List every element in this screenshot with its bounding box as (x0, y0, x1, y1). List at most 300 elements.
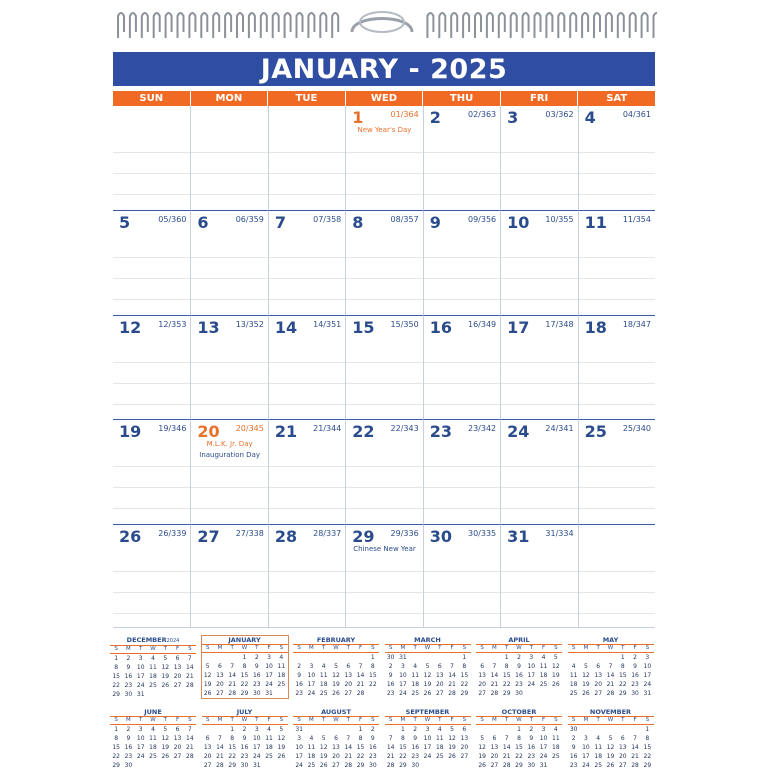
day-cell[interactable] (190, 210, 267, 314)
mini-day: 28 (386, 762, 395, 769)
binding-coil (285, 13, 291, 38)
day-cell[interactable] (190, 315, 267, 419)
mini-day: 19 (277, 744, 286, 751)
day-cell[interactable] (113, 419, 190, 523)
mini-day: 19 (478, 753, 486, 760)
mini-day: 23 (252, 681, 261, 688)
mini-day: 3 (138, 726, 143, 733)
mini-day: 20 (478, 681, 486, 688)
mini-day: 12 (277, 735, 286, 742)
day-cell[interactable] (345, 210, 422, 314)
day-number: 16 (429, 317, 452, 337)
day-number: 12 (119, 317, 142, 337)
day-of-year-count: 02/363 (467, 110, 497, 119)
mini-weekday-letter: W (424, 645, 431, 651)
mini-day: 17 (527, 672, 536, 679)
mini-day: 13 (490, 744, 499, 751)
mini-month-name: MARCH (414, 636, 441, 644)
mini-day: 26 (161, 682, 170, 689)
mini-day: 1 (462, 654, 467, 661)
mini-weekday-letter: M (400, 717, 406, 723)
day-number: 15 (352, 317, 375, 337)
mini-day: 25 (552, 753, 560, 760)
month-header-banner (113, 52, 655, 86)
mini-day: 25 (307, 762, 316, 769)
mini-month-name: SEPTEMBER (405, 708, 450, 716)
mini-day: 3 (584, 735, 588, 742)
mini-weekday-letter: S (462, 717, 467, 723)
mini-day: 4 (151, 726, 155, 733)
mini-day: 12 (552, 663, 560, 670)
day-cell[interactable] (268, 315, 345, 419)
mini-month-title (476, 636, 562, 644)
day-cell[interactable] (423, 210, 500, 314)
mini-day: 9 (529, 735, 534, 742)
mini-day (537, 689, 549, 698)
day-cell[interactable] (423, 315, 500, 419)
weekday-label: WED (346, 91, 423, 106)
mini-day (617, 725, 629, 734)
mini-day: 22 (515, 753, 523, 760)
mini-day: 8 (504, 663, 509, 670)
mini-day: 8 (401, 735, 405, 742)
mini-day: 14 (344, 744, 353, 751)
mini-calendar-march (385, 636, 471, 698)
mini-day: 25 (435, 753, 444, 760)
day-cell[interactable] (113, 524, 190, 628)
mini-weekday-letter: F (450, 645, 454, 651)
day-of-year-count: 15/350 (390, 319, 419, 329)
mini-day: 14 (356, 672, 365, 679)
mini-day: 5 (425, 663, 430, 670)
mini-day: 14 (186, 664, 194, 671)
mini-day: 19 (161, 744, 170, 751)
mini-day: 12 (448, 735, 456, 742)
mini-day (629, 725, 641, 734)
mini-weekday-letter: S (554, 645, 558, 651)
mini-day: 18 (149, 744, 157, 751)
mini-month-name: JANUARY (228, 636, 261, 644)
day-number: 30 (429, 526, 452, 546)
mini-day: 21 (502, 753, 511, 760)
mini-day: 10 (539, 735, 548, 742)
mini-day: 19 (203, 681, 212, 688)
mini-day-grid (476, 725, 562, 770)
mini-day: 6 (437, 663, 442, 670)
mini-day (318, 725, 330, 734)
mini-weekday-header (568, 644, 654, 653)
mini-weekday-letter: W (424, 717, 431, 723)
mini-weekday-letter: F (633, 717, 637, 723)
day-cell[interactable] (345, 524, 422, 628)
mini-day: 18 (319, 681, 328, 688)
mini-weekday-letter: W (607, 645, 614, 651)
mini-day: 11 (569, 672, 578, 679)
day-cell[interactable] (345, 419, 422, 523)
mini-day: 20 (173, 744, 182, 751)
mini-day: 6 (218, 663, 222, 670)
mini-day: 19 (319, 753, 328, 760)
mini-day: 23 (515, 681, 523, 688)
day-number: 14 (274, 317, 298, 337)
mini-day (275, 689, 287, 698)
mini-day: 2 (242, 726, 247, 733)
mini-day: 13 (618, 744, 627, 751)
mini-day: 25 (149, 682, 157, 689)
mini-calendar-november (568, 708, 654, 770)
mini-day: 25 (539, 681, 548, 688)
mini-day: 16 (124, 744, 133, 751)
day-cell[interactable] (500, 524, 577, 628)
mini-day: 8 (114, 735, 119, 742)
day-of-year-count: 16/349 (467, 319, 497, 329)
binding-coil (308, 13, 314, 38)
mini-weekday-letter: S (114, 717, 118, 723)
day-number: 7 (274, 213, 286, 233)
mini-day: 5 (163, 726, 168, 733)
mini-day (293, 653, 305, 662)
mini-day: 7 (346, 735, 351, 742)
day-cell[interactable] (345, 315, 422, 419)
day-cell[interactable] (423, 524, 500, 628)
mini-day: 20 (173, 673, 182, 680)
mini-day: 8 (114, 664, 119, 671)
mini-day (604, 725, 616, 734)
day-of-year-count: 28/337 (313, 528, 342, 538)
mini-day: 6 (346, 663, 351, 670)
mini-weekday-letter: M (492, 645, 497, 651)
day-of-year-count: 27/338 (235, 528, 264, 538)
mini-day: 15 (399, 744, 407, 751)
binding-coil (273, 13, 279, 38)
mini-day (342, 725, 354, 734)
day-number: 1 (352, 108, 364, 127)
mini-day: 20 (216, 681, 224, 688)
mini-day (202, 653, 214, 662)
day-cell[interactable] (578, 106, 655, 210)
day-cell[interactable] (578, 524, 655, 628)
mini-month-name: APRIL (508, 636, 530, 644)
mini-day: 7 (388, 735, 393, 742)
mini-day (580, 725, 592, 734)
mini-weekday-letter: M (309, 717, 314, 723)
day-cell[interactable] (190, 419, 267, 523)
mini-day: 27 (460, 753, 469, 760)
mini-day (434, 653, 446, 662)
mini-day: 20 (490, 753, 499, 760)
mini-day: 17 (423, 744, 432, 751)
mini-day: 28 (344, 762, 353, 769)
mini-day: 18 (307, 753, 316, 760)
mini-day (202, 725, 214, 734)
mini-weekday-letter: T (529, 645, 533, 651)
mini-day: 24 (136, 682, 145, 689)
mini-weekday-letter: T (163, 646, 167, 652)
mini-day (318, 653, 330, 662)
mini-day: 26 (423, 690, 432, 697)
mini-weekday-letter: T (438, 717, 442, 723)
mini-day: 2 (388, 663, 393, 670)
mini-day: 21 (606, 681, 615, 688)
mini-day: 6 (205, 735, 210, 742)
mini-day: 26 (203, 690, 212, 697)
mini-weekday-letter: M (583, 717, 589, 723)
mini-day: 5 (279, 726, 284, 733)
mini-day: 7 (633, 735, 637, 742)
mini-day: 5 (163, 655, 168, 662)
mini-day: 8 (517, 735, 521, 742)
mini-day: 22 (502, 681, 511, 688)
mini-day: 12 (203, 672, 212, 679)
mini-day: 4 (571, 663, 576, 670)
mini-day: 21 (448, 681, 456, 688)
mini-day: 12 (161, 664, 170, 671)
mini-day: 17 (136, 673, 145, 680)
mini-day: 22 (112, 682, 120, 689)
mini-calendar-august (293, 708, 379, 770)
mini-day: 17 (539, 744, 548, 751)
mini-day: 7 (504, 735, 509, 742)
holiday-note: Inauguration Day (199, 451, 260, 460)
day-of-year-count: 31/334 (545, 528, 574, 538)
day-number: 31 (507, 526, 530, 546)
mini-day: 29 (515, 762, 523, 769)
mini-day: 12 (606, 744, 615, 751)
mini-day: 26 (161, 753, 170, 760)
day-cell[interactable] (268, 210, 345, 314)
mini-day (476, 653, 488, 662)
mini-day: 26 (582, 690, 590, 697)
mini-day (604, 653, 616, 662)
day-number: 27 (197, 526, 220, 546)
mini-day: 18 (435, 744, 444, 751)
mini-day: 18 (552, 744, 560, 751)
mini-day: 5 (553, 654, 558, 661)
mini-day: 5 (334, 663, 338, 670)
binding-coil (618, 13, 624, 38)
mini-day (330, 725, 342, 734)
mini-day: 14 (186, 735, 194, 742)
day-cell[interactable] (113, 210, 190, 314)
mini-day: 21 (490, 681, 499, 688)
binding-coil (427, 13, 433, 38)
mini-day: 13 (216, 672, 224, 679)
mini-day: 3 (541, 726, 546, 733)
mini-day: 21 (216, 753, 224, 760)
day-number: 2 (429, 108, 441, 127)
day-of-year-count: 25/340 (622, 424, 651, 434)
mini-day-grid (293, 653, 379, 698)
day-cell[interactable] (113, 106, 190, 210)
mini-weekday-letter: S (297, 717, 301, 723)
mini-day: 6 (334, 735, 338, 742)
day-cell[interactable] (500, 210, 577, 314)
binding-coil (594, 13, 600, 38)
mini-day: 4 (151, 655, 155, 662)
mini-day: 5 (450, 726, 454, 733)
mini-day (226, 653, 238, 662)
mini-day: 30 (411, 762, 420, 769)
mini-day: 1 (230, 726, 235, 733)
binding-coil (451, 13, 457, 38)
day-cell[interactable] (578, 315, 655, 419)
mini-day: 16 (252, 672, 261, 679)
mini-month-name: OCTOBER (501, 708, 537, 716)
day-number: 8 (352, 213, 364, 233)
mini-weekday-letter: S (645, 645, 650, 651)
mini-weekday-letter: S (554, 717, 558, 723)
day-number: 29 (352, 526, 375, 546)
mini-day: 5 (480, 735, 485, 742)
mini-day: 10 (307, 672, 316, 679)
mini-day: 7 (218, 735, 222, 742)
mini-day: 24 (252, 753, 261, 760)
mini-day: 3 (138, 655, 143, 662)
mini-day: 10 (265, 663, 273, 670)
mini-day: 13 (594, 672, 603, 679)
mini-day: 9 (633, 663, 637, 670)
mini-month-name: MAY (602, 636, 619, 644)
month-title: JANUARY - 2025 (260, 53, 508, 85)
mini-day: 10 (399, 672, 407, 679)
mini-day (488, 725, 500, 734)
mini-day: 6 (620, 735, 625, 742)
mini-day: 1 (504, 654, 509, 661)
mini-day: 27 (332, 762, 340, 769)
day-number: 25 (584, 422, 607, 442)
mini-day: 24 (399, 690, 407, 697)
day-cell[interactable] (423, 106, 500, 210)
mini-day: 2 (370, 726, 375, 733)
mini-weekday-letter: T (413, 717, 417, 723)
mini-day (592, 725, 604, 734)
day-number: 4 (584, 108, 596, 127)
mini-weekday-letter: S (188, 717, 192, 723)
mini-day: 2 (254, 654, 259, 661)
mini-day: 11 (149, 664, 157, 671)
binding-coil (178, 13, 184, 38)
day-cell[interactable] (500, 419, 577, 523)
day-of-year-count: 12/353 (158, 319, 187, 329)
mini-day (171, 761, 183, 770)
mini-weekday-letter: M (126, 646, 131, 652)
mini-weekday-letter: T (139, 646, 143, 652)
mini-weekday-letter: T (322, 717, 326, 723)
mini-day: 28 (448, 690, 456, 697)
mini-month-title (110, 708, 196, 716)
mini-weekday-letter: F (175, 646, 180, 652)
mini-day: 4 (541, 654, 546, 661)
day-cell[interactable] (268, 106, 345, 210)
mini-calendar-june (110, 708, 196, 770)
mini-day (135, 761, 147, 770)
mini-day (147, 690, 159, 699)
binding-coil (630, 13, 636, 38)
day-number: 10 (507, 213, 530, 233)
day-cell[interactable] (190, 106, 267, 210)
mini-day: 14 (631, 744, 639, 751)
mini-day: 14 (502, 744, 511, 751)
mini-day: 14 (386, 744, 395, 751)
mini-calendar-april (476, 636, 562, 698)
mini-day-grid (385, 653, 471, 698)
mini-day: 16 (569, 753, 578, 760)
mini-day: 19 (606, 753, 615, 760)
mini-day: 10 (423, 735, 432, 742)
mini-day: 9 (297, 672, 302, 679)
day-cell[interactable] (578, 210, 655, 314)
mini-weekday-letter: T (596, 717, 600, 723)
mini-day: 31 (295, 726, 303, 733)
binding-coil (558, 13, 564, 38)
mini-calendar-strip (108, 636, 660, 768)
mini-day: 24 (527, 681, 536, 688)
mini-day: 2 (126, 655, 131, 662)
mini-day: 3 (401, 663, 405, 670)
mini-day-grid (476, 653, 562, 698)
day-cell[interactable] (500, 106, 577, 210)
day-of-year-count: 23/342 (467, 424, 497, 434)
mini-day (488, 653, 500, 662)
day-cell[interactable] (268, 524, 345, 628)
mini-day: 22 (369, 681, 377, 688)
mini-month-title (293, 636, 379, 644)
day-number: 20 (197, 422, 220, 442)
mini-day: 29 (460, 690, 469, 697)
mini-day: 29 (112, 762, 120, 769)
binding-coil (546, 13, 552, 38)
binding-coil (261, 13, 267, 38)
mini-day (501, 725, 513, 734)
mini-day: 2 (297, 663, 302, 670)
mini-weekday-letter: T (139, 717, 143, 723)
day-cell[interactable] (113, 315, 190, 419)
mini-day: 27 (344, 690, 353, 697)
mini-calendar-january (202, 636, 288, 698)
mini-day: 25 (265, 753, 273, 760)
mini-day: 19 (582, 681, 590, 688)
mini-day: 14 (606, 672, 615, 679)
mini-weekday-letter: S (571, 717, 576, 723)
mini-calendar-february (293, 636, 379, 698)
day-cell[interactable] (268, 419, 345, 523)
mini-day: 8 (620, 663, 625, 670)
mini-day: 29 (399, 762, 407, 769)
mini-weekday-letter: T (346, 717, 350, 723)
day-cell[interactable] (578, 419, 655, 523)
mini-day: 15 (112, 744, 120, 751)
day-of-year-count: 11/354 (622, 215, 651, 225)
day-of-year-count: 03/362 (545, 110, 574, 119)
day-of-year-count: 08/357 (390, 215, 419, 225)
mini-day: 1 (401, 726, 405, 733)
mini-day: 31 (252, 762, 261, 769)
mini-day: 13 (173, 735, 182, 742)
mini-weekday-letter: F (175, 717, 180, 723)
mini-month-name: AUGUST (321, 708, 351, 716)
mini-day: 4 (279, 654, 284, 661)
mini-weekday-letter: W (150, 717, 156, 723)
mini-day: 31 (399, 654, 407, 661)
mini-day: 23 (124, 682, 133, 689)
mini-weekday-letter: T (621, 717, 625, 723)
day-cell[interactable] (345, 106, 422, 210)
mini-day: 22 (356, 753, 365, 760)
day-cell[interactable] (190, 524, 267, 628)
day-cell[interactable] (423, 419, 500, 523)
day-cell[interactable] (500, 315, 577, 419)
mini-day (550, 761, 562, 770)
